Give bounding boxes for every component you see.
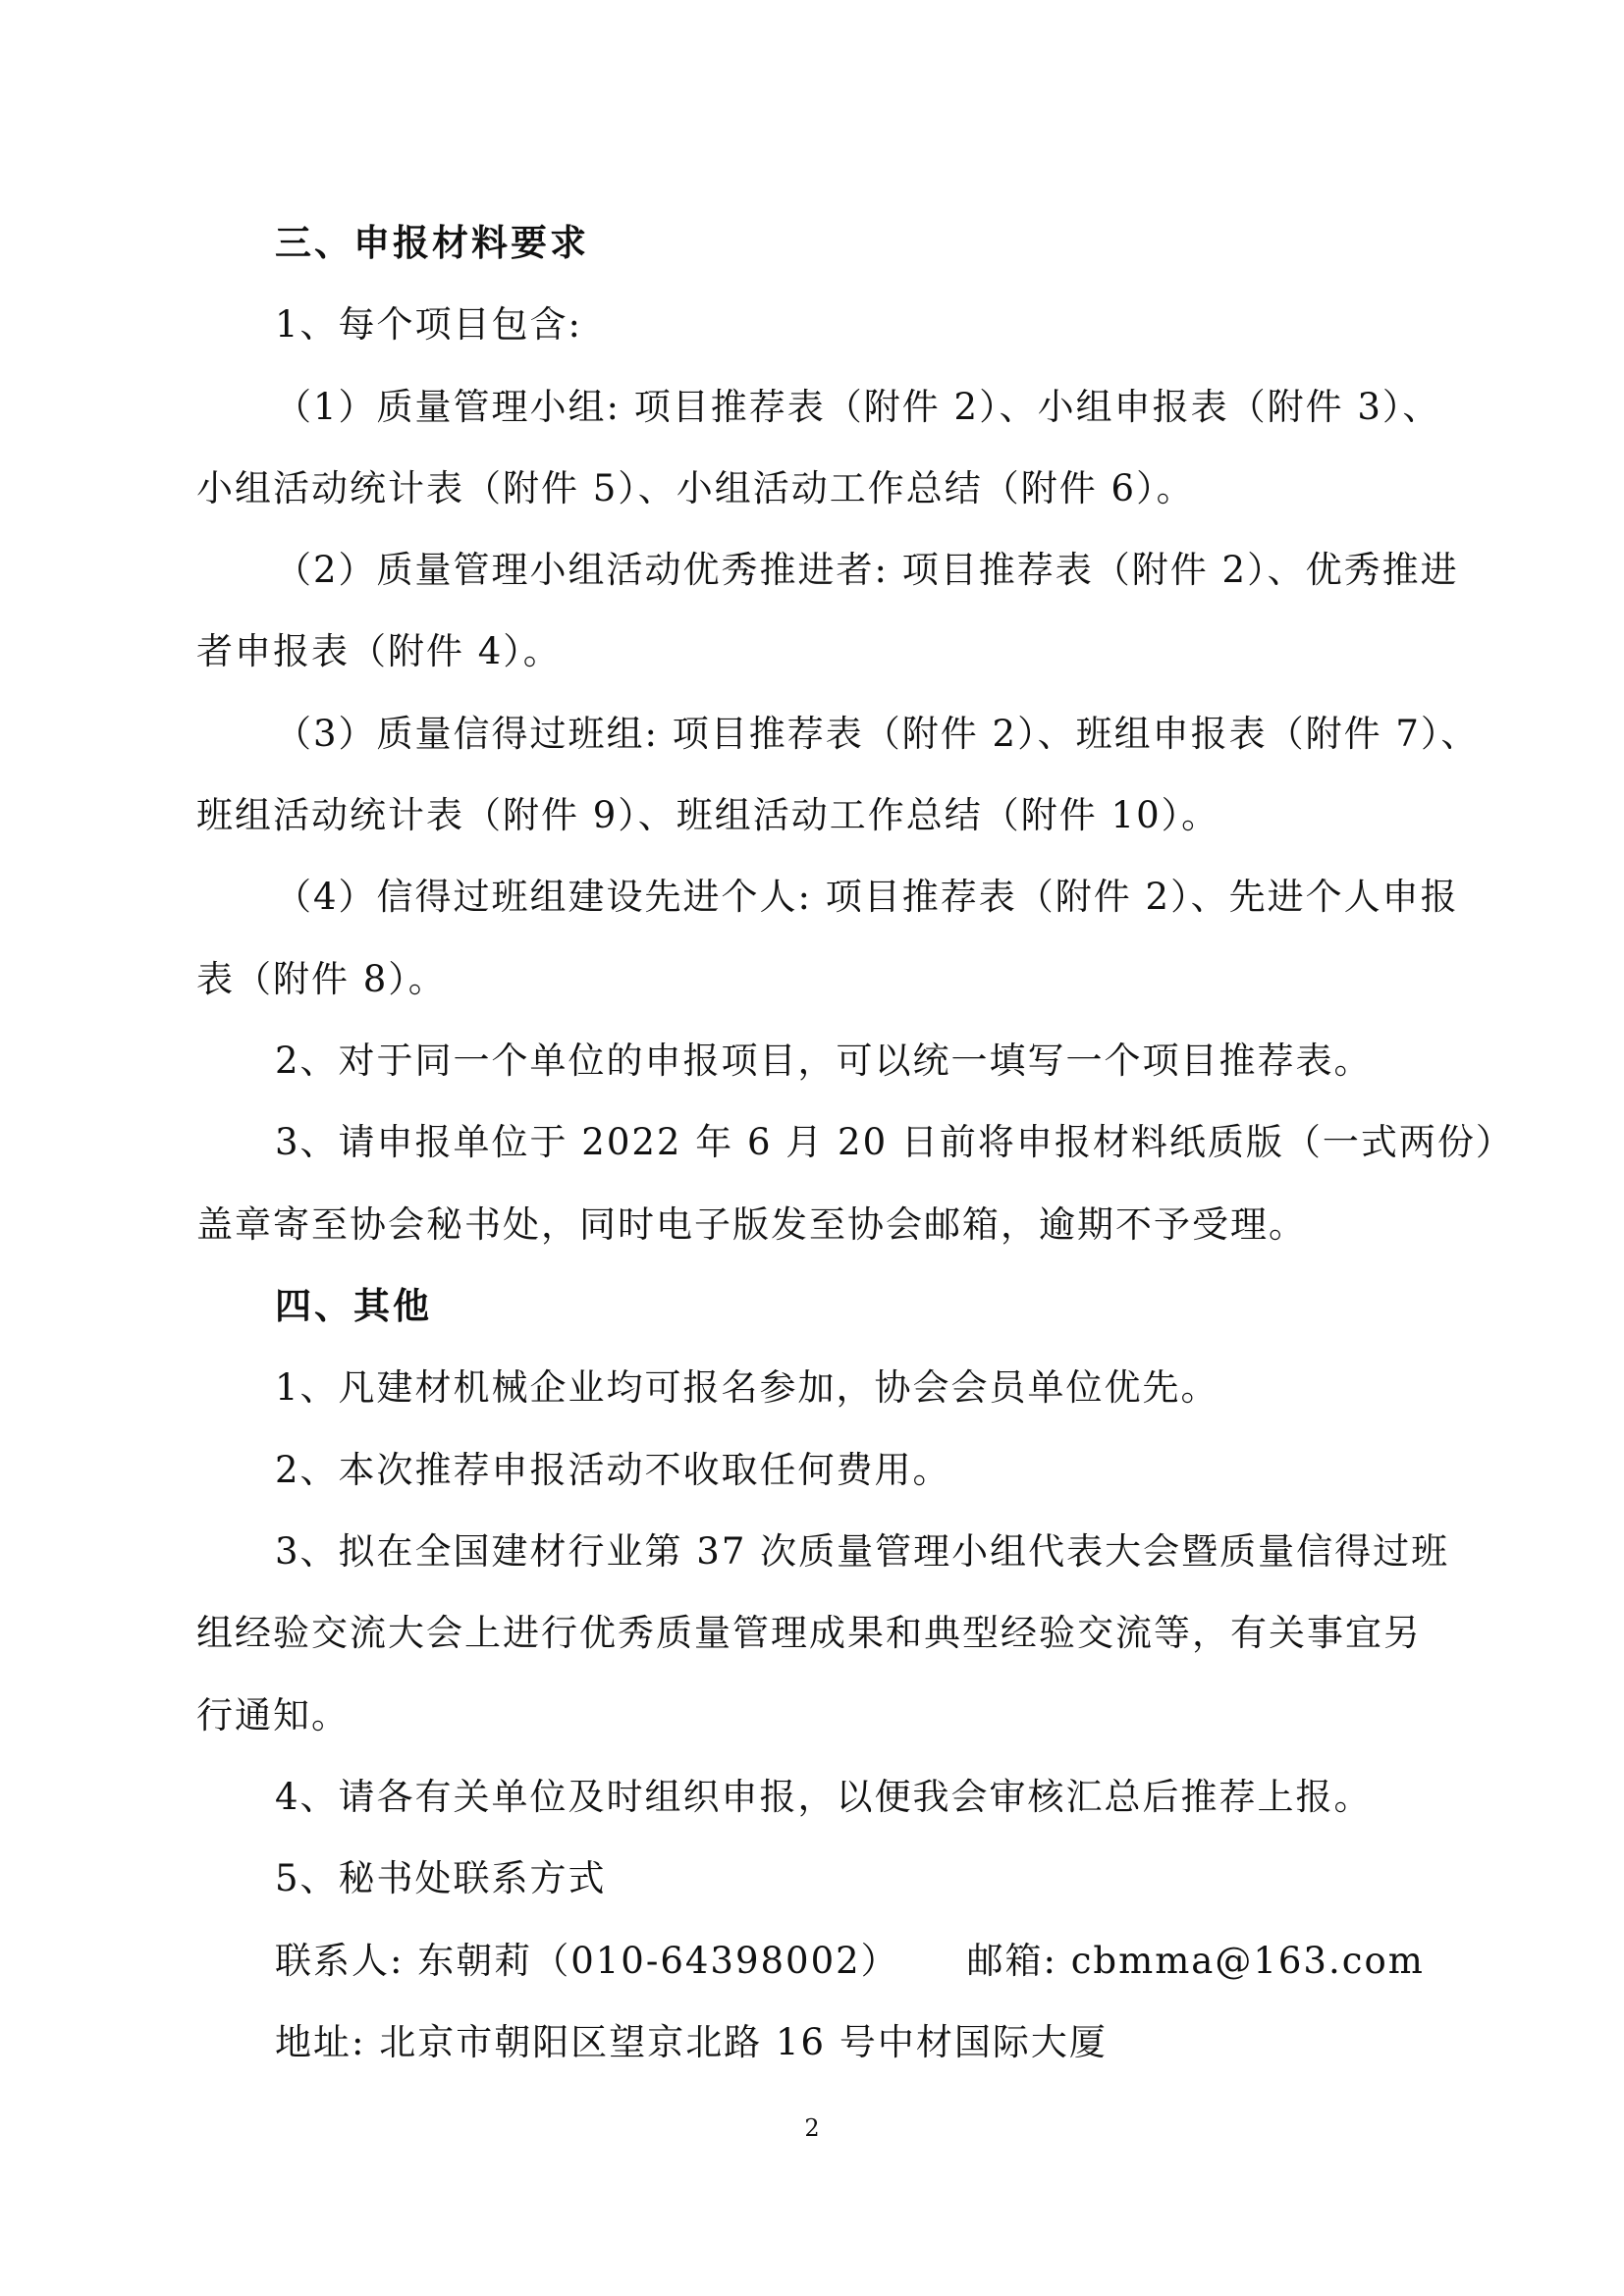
section-four-heading: 四、其他 [275, 1285, 432, 1327]
section-three-sub-4-line-2: 表（附件 8）。 [196, 958, 447, 1000]
address-line: 地址: 北京市朝阳区望京北路 16 号中材国际大厦 [275, 2021, 1108, 2063]
page-number: 2 [804, 2114, 820, 2142]
section-three-sub-4-line-1: （4）信得过班组建设先进个人: 项目推荐表（附件 2）、先进个人申报 [275, 876, 1459, 918]
section-four-item-3-line-2: 组经验交流大会上进行优秀质量管理成果和典型经验交流等，有关事宜另 [196, 1612, 1422, 1654]
section-four-item-1: 1、凡建材机械企业均可报名参加，协会会员单位优先。 [275, 1366, 1219, 1409]
section-three-sub-1-line-1: （1）质量管理小组: 项目推荐表（附件 2）、小组申报表（附件 3）、 [275, 386, 1441, 428]
section-three-item-3-line-1: 3、请申报单位于 2022 年 6 月 20 日前将申报材料纸质版（一式两份） [275, 1121, 1514, 1163]
section-three-item-2: 2、对于同一个单位的申报项目，可以统一填写一个项目推荐表。 [275, 1040, 1373, 1082]
section-four-item-2: 2、本次推荐申报活动不收取任何费用。 [275, 1449, 951, 1491]
section-four-item-3-line-3: 行通知。 [196, 1694, 350, 1736]
section-four-item-4: 4、请各有关单位及时组织申报，以便我会审核汇总后推荐上报。 [275, 1776, 1373, 1818]
section-three-heading: 三、申报材料要求 [275, 222, 589, 264]
section-four-item-5: 5、秘书处联系方式 [275, 1857, 607, 1899]
section-three-item-1: 1、每个项目包含: [275, 303, 583, 346]
section-three-item-3-line-2: 盖章寄至协会秘书处，同时电子版发至协会邮箱，逾期不予受理。 [196, 1203, 1307, 1246]
section-three-sub-3-line-2: 班组活动统计表（附件 9）、班组活动工作总结（附件 10）。 [196, 794, 1220, 836]
section-three-sub-1-line-2: 小组活动统计表（附件 5）、小组活动工作总结（附件 6）。 [196, 467, 1195, 509]
section-three-sub-3-line-1: （3）质量信得过班组: 项目推荐表（附件 2）、班组申报表（附件 7）、 [275, 713, 1480, 755]
section-three-sub-2-line-1: （2）质量管理小组活动优秀推进者: 项目推荐表（附件 2）、优秀推进 [275, 549, 1459, 591]
section-four-item-3-line-1: 3、拟在全国建材行业第 37 次质量管理小组代表大会暨质量信得过班 [275, 1530, 1450, 1573]
contact-line: 联系人: 东朝莉（010-64398002） 邮箱: cbmma@163.com [275, 1940, 1425, 1982]
section-three-sub-2-line-2: 者申报表（附件 4）。 [196, 630, 562, 672]
